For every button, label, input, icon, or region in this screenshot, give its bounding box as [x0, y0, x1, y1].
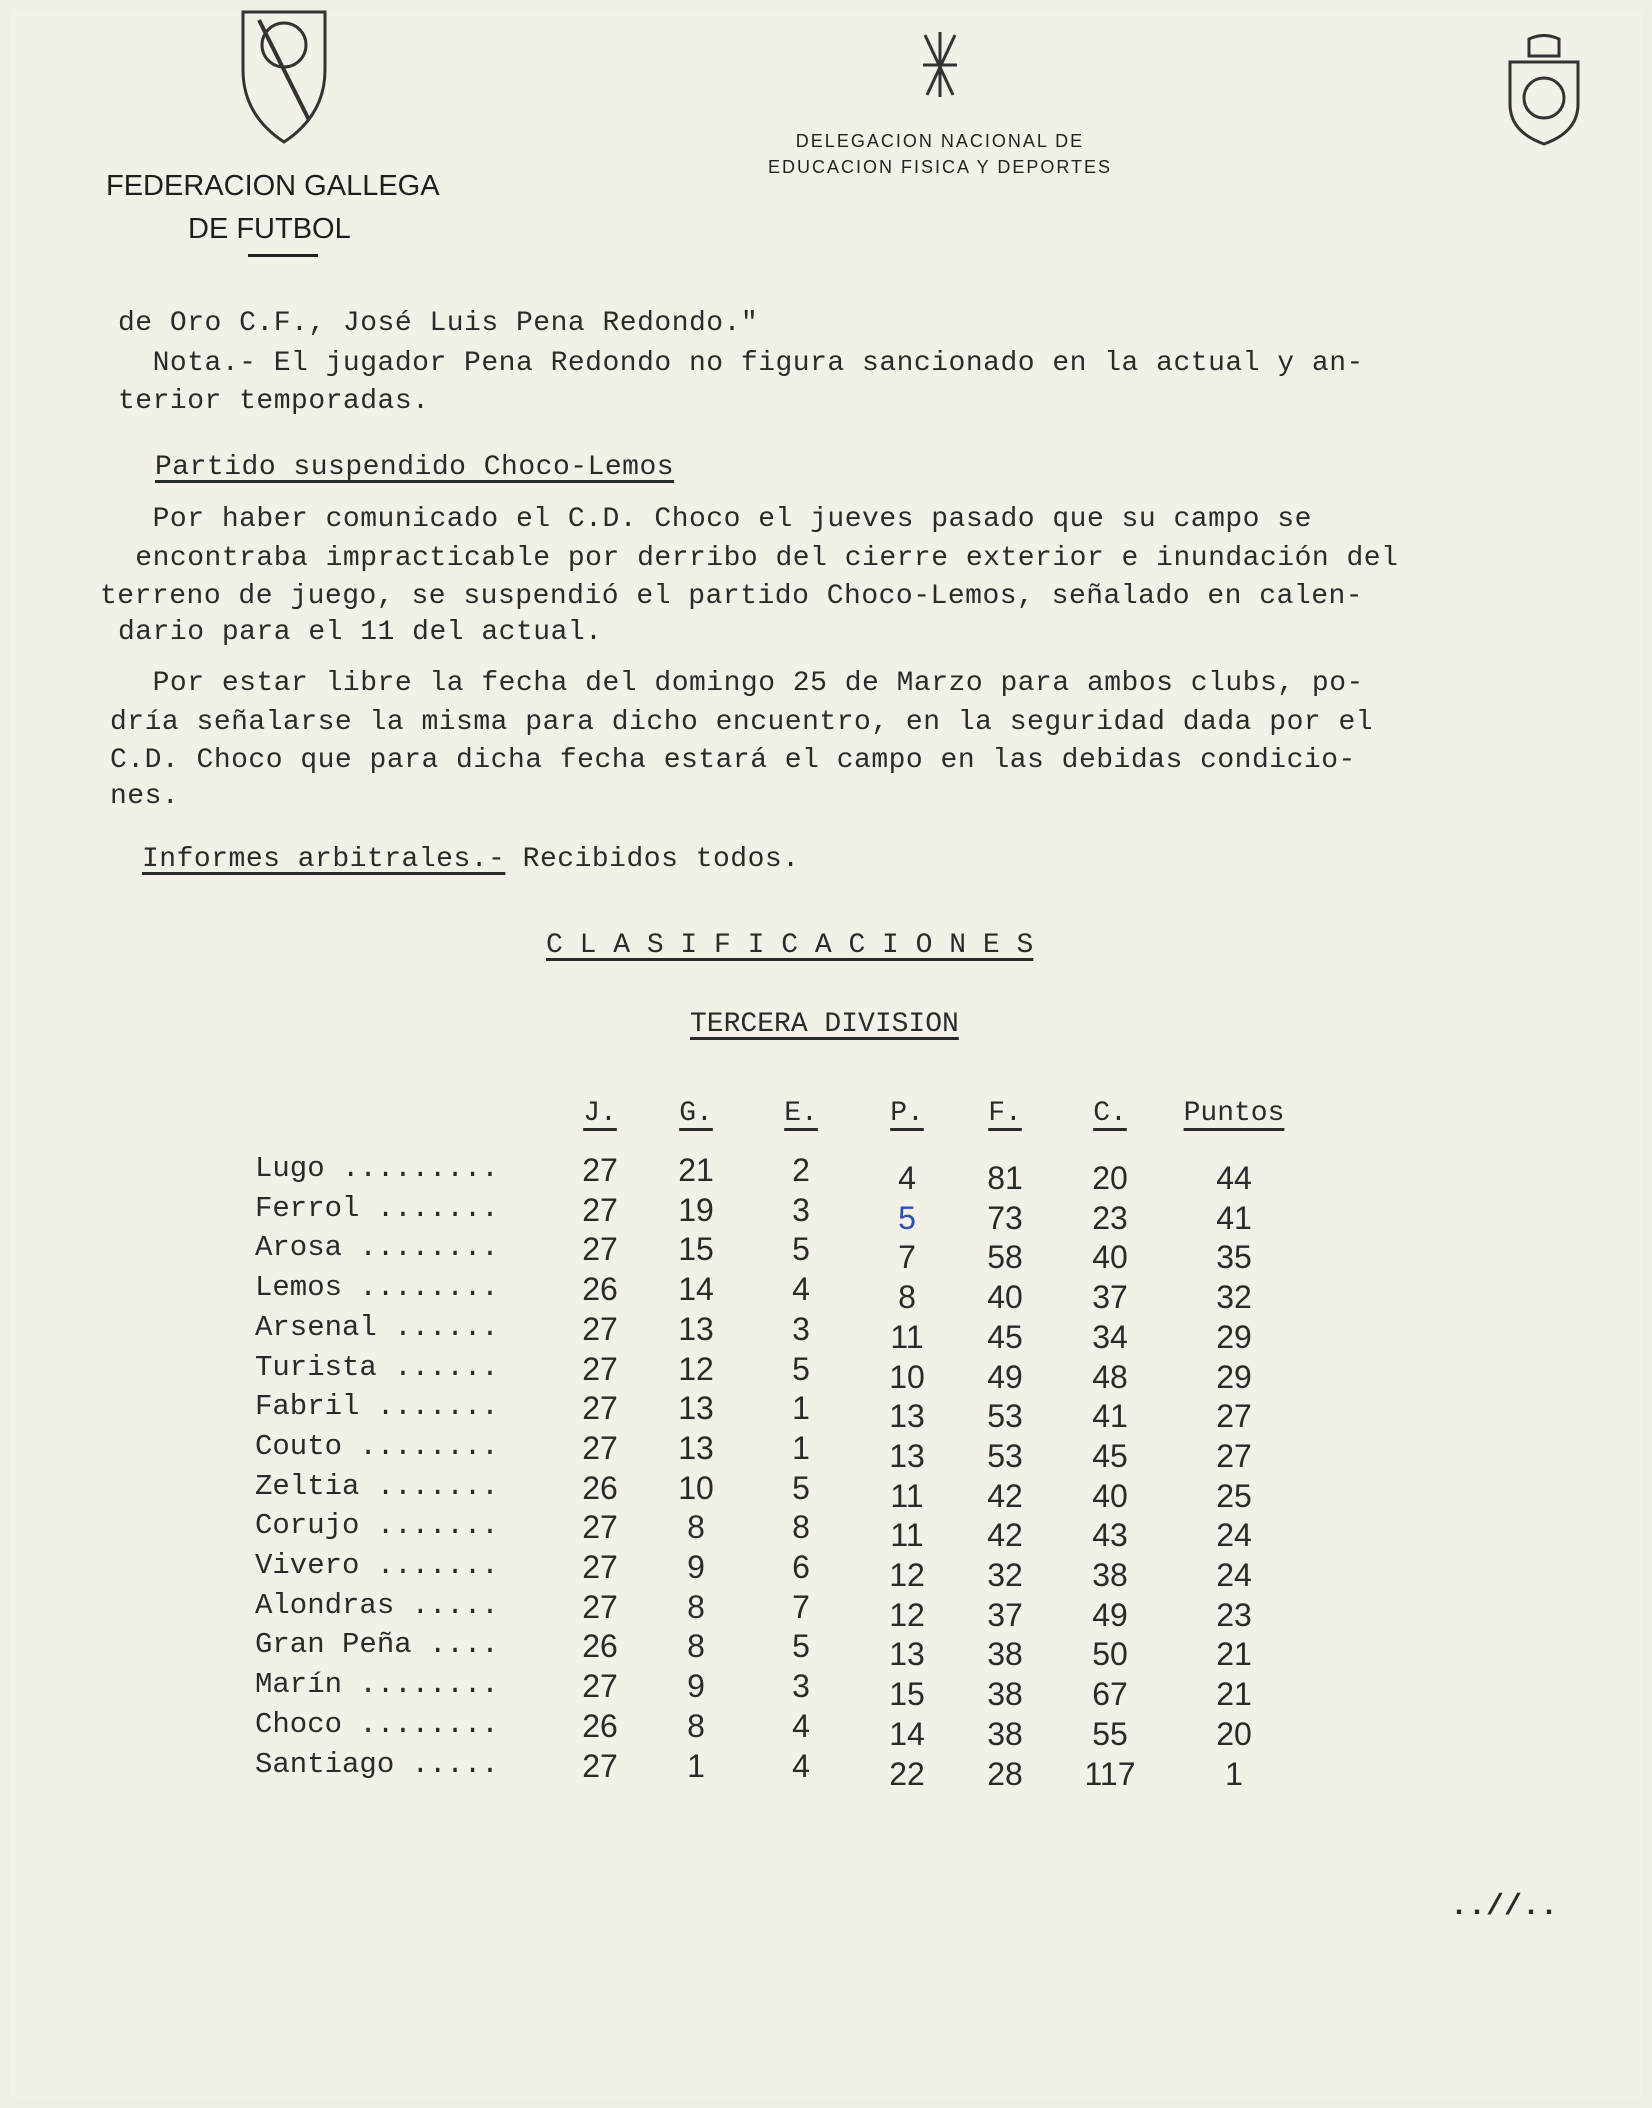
cell-goals-against: 38 [1092, 1557, 1128, 1593]
team-name: Santiago ..... [255, 1747, 499, 1781]
table-row [255, 1668, 1305, 1713]
cell-played: 27 [582, 1390, 618, 1427]
cell-goals-against: 40 [1092, 1477, 1128, 1514]
cell-goals-for: 45 [987, 1318, 1023, 1355]
cell-points: 23 [1216, 1596, 1252, 1633]
royal-crest-logo [1504, 34, 1584, 146]
column-header: Puntos [1183, 1098, 1285, 1129]
cell-won: 8 [687, 1628, 705, 1665]
cell-won: 13 [678, 1310, 714, 1347]
column-header: G. [679, 1098, 713, 1129]
table-row [255, 1310, 1305, 1355]
referee-reports-line [142, 844, 800, 875]
cell-goals-for: 53 [987, 1437, 1023, 1474]
cell-goals-for: 42 [987, 1517, 1023, 1554]
cell-points: 29 [1216, 1318, 1252, 1355]
table-row [255, 1231, 1305, 1276]
table-row [255, 1509, 1305, 1554]
team-name: Corujo ....... [255, 1509, 499, 1543]
cell-goals-against: 49 [1092, 1596, 1128, 1633]
team-name: Ferrol ....... [255, 1191, 499, 1225]
body-line: dario para el 11 del actual. [118, 617, 603, 648]
team-name: Marín ........ [255, 1668, 499, 1702]
cell-lost: 11 [890, 1517, 924, 1554]
cell-points: 27 [1216, 1398, 1252, 1435]
cell-played: 27 [582, 1668, 618, 1705]
column-header: P. [890, 1098, 924, 1129]
cell-played: 27 [582, 1152, 618, 1188]
cell-goals-against: 50 [1092, 1636, 1128, 1673]
cell-played: 27 [582, 1310, 618, 1347]
cell-drawn: 4 [792, 1707, 810, 1744]
cell-points: 44 [1216, 1160, 1252, 1196]
table-row [255, 1469, 1305, 1514]
cell-won: 15 [678, 1231, 714, 1268]
team-name: Turista ...... [255, 1350, 499, 1384]
cell-drawn: 6 [792, 1549, 810, 1585]
cell-won: 10 [678, 1469, 714, 1506]
cell-goals-for: 37 [987, 1596, 1023, 1633]
cell-lost: 12 [889, 1557, 925, 1593]
cell-played: 26 [582, 1707, 618, 1744]
cell-goals-against: 67 [1092, 1676, 1128, 1713]
yoke-arrows-emblem [915, 27, 965, 102]
team-name: Zeltia ....... [255, 1469, 499, 1503]
delegation-name-line1: DELEGACION NACIONAL DE [795, 131, 1085, 151]
cell-won: 8 [687, 1707, 705, 1744]
body-line: C.D. Choco que para dicha fecha estará el campo en las debidas condicio- [110, 745, 1356, 776]
team-name: Couto ........ [255, 1429, 499, 1463]
cell-won: 14 [678, 1271, 714, 1308]
cell-points: 20 [1216, 1715, 1252, 1752]
cell-drawn: 1 [792, 1429, 810, 1466]
cell-goals-against: 34 [1092, 1318, 1128, 1355]
cell-lost: 13 [889, 1636, 925, 1673]
federation-shield-logo [239, 10, 329, 145]
federation-name-line2: DE FUTBOL [188, 213, 351, 245]
cell-played: 27 [582, 1588, 618, 1625]
cell-goals-for: 53 [987, 1398, 1023, 1435]
cell-won: 8 [687, 1509, 705, 1546]
cell-lost: 8 [898, 1279, 916, 1316]
column-header: J. [583, 1098, 617, 1129]
cell-won: 9 [687, 1668, 705, 1705]
table-row [255, 1271, 1305, 1316]
team-name: Arsenal ...... [255, 1310, 499, 1344]
cell-drawn: 2 [792, 1152, 810, 1188]
table-row [255, 1628, 1305, 1673]
cell-won: 12 [678, 1350, 714, 1387]
cell-goals-for: 73 [987, 1199, 1023, 1236]
cell-lost: 13 [889, 1398, 925, 1435]
cell-goals-for: 81 [987, 1160, 1023, 1196]
cell-won: 8 [687, 1588, 705, 1625]
cell-drawn: 1 [792, 1390, 810, 1427]
cell-points: 32 [1216, 1279, 1252, 1316]
cell-goals-for: 38 [987, 1636, 1023, 1673]
table-row [255, 1747, 1305, 1792]
cell-played: 26 [582, 1271, 618, 1308]
cell-lost: 12 [889, 1596, 925, 1633]
referee-reports-text: Recibidos todos. [505, 844, 800, 875]
table-row [255, 1588, 1305, 1633]
team-name: Vivero ....... [255, 1549, 499, 1582]
cell-drawn: 4 [792, 1747, 810, 1784]
cell-lost: 7 [898, 1239, 916, 1276]
cell-points: 24 [1216, 1557, 1252, 1593]
cell-lost: 4 [898, 1160, 916, 1196]
cell-drawn: 4 [792, 1271, 810, 1308]
column-header: E. [784, 1098, 818, 1129]
body-line: de Oro C.F., José Luis Pena Redondo." [118, 308, 759, 339]
cell-goals-for: 40 [987, 1279, 1023, 1316]
cell-goals-for: 58 [987, 1239, 1023, 1276]
cell-points: 24 [1216, 1517, 1252, 1554]
cell-lost: 11 [890, 1477, 924, 1514]
cell-lost: 14 [889, 1715, 925, 1752]
table-row [255, 1549, 1305, 1593]
section-heading-referee-reports: Informes arbitrales.- [142, 844, 506, 875]
body-line: dría señalarse la misma para dicho encuentro, en la seguridad dada por el [110, 707, 1374, 738]
cell-played: 27 [582, 1549, 618, 1585]
cell-goals-against: 40 [1092, 1239, 1128, 1276]
cell-points: 21 [1216, 1676, 1252, 1713]
body-line: encontraba impracticable por derribo del cierre exterior e inundación del [118, 543, 1399, 574]
cell-played: 27 [582, 1509, 618, 1546]
team-name: Lugo ......... [255, 1152, 499, 1185]
cell-goals-against: 23 [1092, 1199, 1128, 1236]
continuation-mark: ..//.. [1450, 1890, 1559, 1924]
cell-won: 19 [678, 1191, 714, 1228]
cell-won: 9 [687, 1549, 705, 1585]
table-row [255, 1429, 1305, 1474]
cell-played: 26 [582, 1628, 618, 1665]
cell-lost: 13 [889, 1437, 925, 1474]
cell-drawn: 5 [792, 1231, 810, 1268]
cell-drawn: 3 [792, 1668, 810, 1705]
cell-played: 27 [582, 1429, 618, 1466]
division-title: TERCERA DIVISION [690, 1009, 959, 1040]
body-line: terior temporadas. [118, 386, 430, 417]
cell-points: 41 [1216, 1199, 1252, 1236]
cell-points: 25 [1216, 1477, 1252, 1514]
cell-goals-for: 38 [987, 1676, 1023, 1713]
cell-played: 27 [582, 1191, 618, 1228]
cell-points: 21 [1216, 1636, 1252, 1673]
cell-lost: 10 [889, 1358, 925, 1395]
team-name: Alondras ..... [255, 1588, 499, 1622]
cell-won: 21 [678, 1152, 714, 1188]
cell-goals-against: 55 [1092, 1715, 1128, 1752]
cell-points: 35 [1216, 1239, 1252, 1276]
cell-goals-against: 20 [1092, 1160, 1128, 1196]
cell-drawn: 5 [792, 1469, 810, 1506]
cell-goals-against: 41 [1092, 1398, 1128, 1435]
cell-goals-for: 49 [987, 1358, 1023, 1395]
table-row [255, 1350, 1305, 1395]
cell-goals-against: 43 [1092, 1517, 1128, 1554]
cell-goals-for: 28 [987, 1755, 1023, 1792]
cell-won: 13 [678, 1429, 714, 1466]
cell-points: 29 [1216, 1358, 1252, 1395]
cell-drawn: 8 [792, 1509, 810, 1546]
team-name: Fabril ....... [255, 1390, 499, 1424]
header-rule [248, 254, 318, 257]
cell-lost: 11 [890, 1318, 924, 1355]
federation-name-line1: FEDERACION GALLEGA [106, 170, 440, 202]
cell-drawn: 3 [792, 1191, 810, 1228]
column-header: F. [988, 1098, 1022, 1129]
cell-drawn: 7 [792, 1588, 810, 1625]
cell-played: 27 [582, 1747, 618, 1784]
cell-won: 1 [687, 1747, 705, 1784]
team-name: Arosa ........ [255, 1231, 499, 1265]
cell-goals-for: 38 [987, 1715, 1023, 1752]
team-name: Choco ........ [255, 1707, 499, 1741]
table-row [255, 1152, 1305, 1196]
cell-points: 1 [1225, 1755, 1243, 1792]
document-page [10, 10, 1642, 2098]
cell-drawn: 5 [792, 1350, 810, 1387]
cell-played: 27 [582, 1350, 618, 1387]
standings-title: C L A S I F I C A C I O N E S [546, 930, 1034, 961]
table-row [255, 1707, 1305, 1752]
delegation-name-line2: EDUCACION FISICA Y DEPORTES [767, 157, 1113, 177]
table-row [255, 1390, 1305, 1435]
body-line: Por estar libre la fecha del domingo 25 de Marzo para ambos clubs, po- [118, 668, 1364, 699]
cell-goals-for: 32 [987, 1557, 1023, 1593]
cell-lost: 15 [889, 1676, 925, 1713]
cell-goals-against: 37 [1092, 1279, 1128, 1316]
cell-played: 27 [582, 1231, 618, 1268]
cell-goals-against: 117 [1084, 1755, 1136, 1792]
cell-lost: 5 [898, 1199, 916, 1236]
cell-goals-against: 45 [1092, 1437, 1128, 1474]
cell-goals-for: 42 [987, 1477, 1023, 1514]
cell-lost: 22 [889, 1755, 925, 1792]
column-header: C. [1093, 1098, 1127, 1129]
cell-points: 27 [1216, 1437, 1252, 1474]
cell-won: 13 [678, 1390, 714, 1427]
body-line: terreno de juego, se suspendió el partido Choco-Lemos, señalado en calen- [100, 581, 1364, 612]
body-line: Por haber comunicado el C.D. Choco el jueves pasado que su campo se [118, 504, 1312, 535]
body-line: nes. [110, 781, 180, 812]
cell-drawn: 3 [792, 1310, 810, 1347]
cell-played: 26 [582, 1469, 618, 1506]
body-line: Nota.- El jugador Pena Redondo no figura sancionado en la actual y an- [118, 348, 1364, 379]
cell-goals-against: 48 [1092, 1358, 1128, 1395]
cell-drawn: 5 [792, 1628, 810, 1665]
team-name: Gran Peña .... [255, 1628, 499, 1662]
section-heading-suspended-match: Partido suspendido Choco-Lemos [155, 452, 675, 483]
team-name: Lemos ........ [255, 1271, 499, 1305]
table-row [255, 1191, 1305, 1236]
